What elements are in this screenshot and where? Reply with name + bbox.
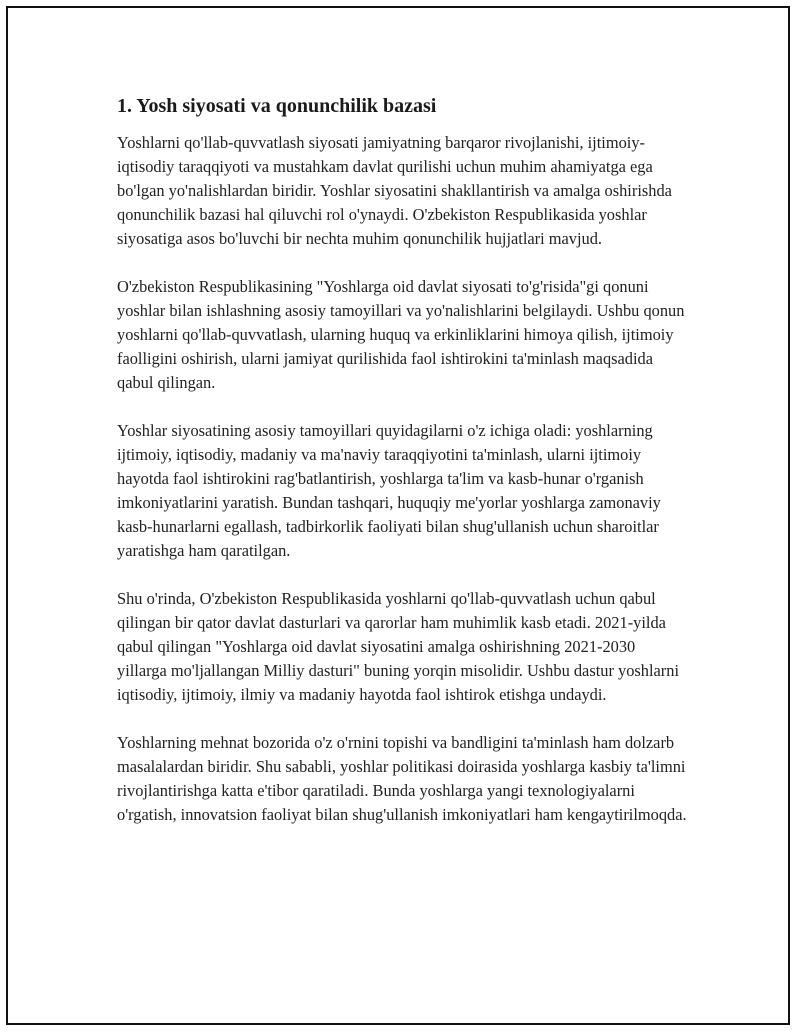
paragraph-2: O'zbekiston Respublikasining "Yoshlarga oid davlat siyosati to'g'risida"gi qonuni yoshlar bilan ishlashning asosiy tamoyillari va yo'nalishlarini belgilaydi. Ushbu qonun yoshlarni qo'llab-quvvatlash, ularning huquq va erkinliklarini himoya qilish, ijtimoiy faolligini oshirish, ularni jamiyat qurilishida faol ishtirokini ta'minlash maqsadida qabul qilingan. [117, 277, 685, 392]
paragraph-1: Yoshlarni qo'llab-quvvatlash siyosati jamiyatning barqaror rivojlanishi, ijtimoiy-iqtisodiy taraqqiyoti va mustahkam davlat qurilishi uchun muhim ahamiyatga ega bo'lgan yo'nalishlardan biridir. Yoshlar siyosatini shakllantirish va amalga oshirishda qonunchilik bazasi hal qiluvchi rol o'ynaydi. O'zbekiston Respublikasida yoshlar siyosatiga asos bo'luvchi bir nechta muhim qonunchilik hujjatlari mavjud. [117, 133, 672, 248]
paragraph-4: Shu o'rinda, O'zbekiston Respublikasida yoshlarni qo'llab-quvvatlash uchun qabul qilingan bir qator davlat dasturlari va qarorlar ham muhimlik kasb etadi. 2021-yilda qabul qilingan "Yoshlarga oid davlat siyosatini amalga oshirishning 2021-2030 yillarga mo'ljallangan Milliy dasturi" buning yorqin misolidir. Ushbu dastur yoshlarni iqtisodiy, ijtimoiy, ilmiy va madaniy hayotda faol ishtirok etishga undaydi. [117, 589, 680, 704]
paragraph-3: Yoshlar siyosatining asosiy tamoyillari quyidagilarni o'z ichiga oladi: yoshlarning ijtimoiy, iqtisodiy, madaniy va ma'naviy taraqqiyotini ta'minlash, ularni ijtimoiy hayotda faol ishtirokini rag'batlantirish, yoshlarga ta'lim va kasb-hunar o'rganish imkoniyatlarini yaratish. Bundan tashqari, huquqiy me'yorlar yoshlarga zamonaviy kasb-hunarlarni egallash, tadbirkorlik faoliyati bilan shug'ullanish uchun sharoitlar yaratishga ham qaratilgan. [117, 421, 661, 560]
document-body [117, 93, 689, 827]
section-heading: 1. Yosh siyosati va qonunchilik bazasi [117, 95, 437, 117]
paragraph-5: Yoshlarning mehnat bozorida o'z o'rnini topishi va bandligini ta'minlash ham dolzarb masalalardan biridir. Shu sababli, yoshlar politikasi doirasida yoshlarga kasbiy ta'limni rivojlantirishga katta e'tibor qaratiladi. Bunda yoshlarga yangi texnologiyalarni o'rgatish, innovatsion faoliyat bilan shug'ullanish imkoniyatlari ham kengaytirilmoqda. [117, 733, 687, 824]
